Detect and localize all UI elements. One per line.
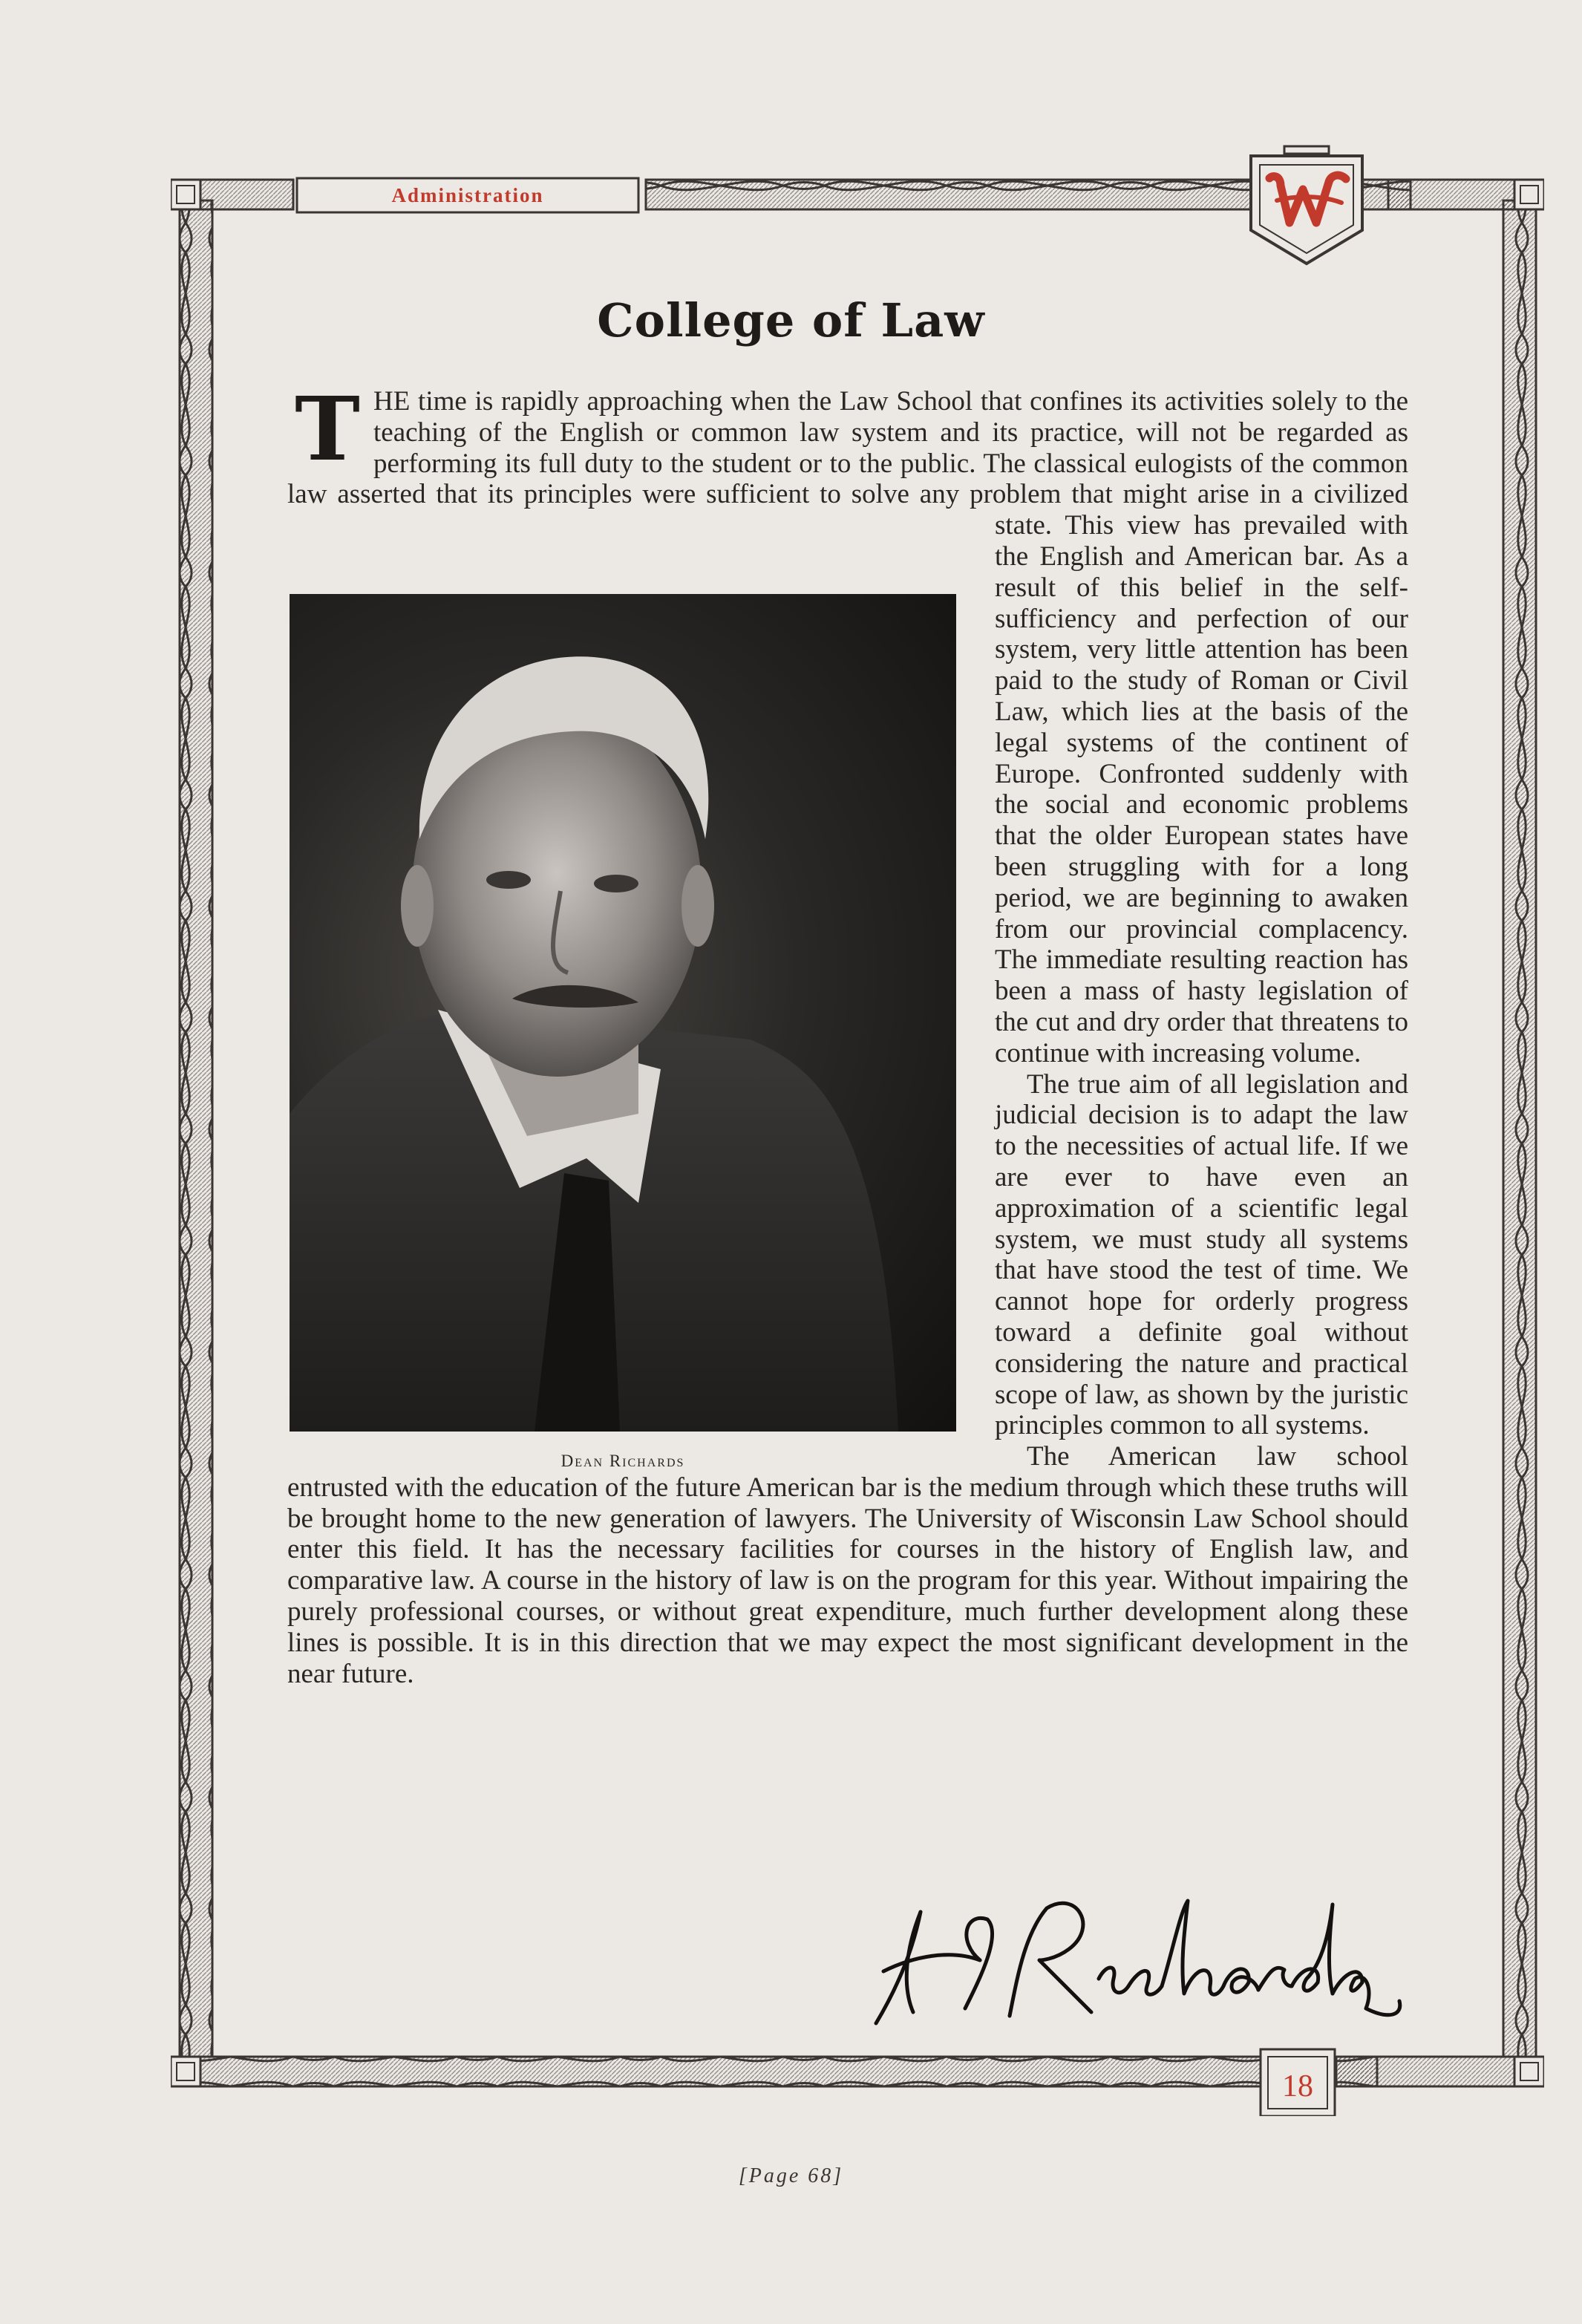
photo-caption: Dean Richards — [560, 1452, 685, 1470]
page-number: [Page 68] — [738, 2164, 844, 2187]
article-paragraph-2: The true aim of all legislation and judicial decision is to adapt the law to the necessities of actual life. If we are ever to have even an approximation of a scientific legal system, we must study all systems that have stood the test of time. We cannot hope for orderly progress toward a definite goal without considering the nature and practical scope of law, as shown by the juristic principles common to all systems. — [995, 1068, 1408, 1441]
article-paragraph-1-continued: state. This view has prevailed with the English and American bar. As a result of this belief in the self-sufficiency and perfection of our system, very little attention has been paid to the study of Roman or Civil Law, which lies at the basis of the legal systems of the continent of Europe. Confronted suddenly with the social and economic problems that the older European states have been struggling with for a long period, we are beginning to awaken from our provincial complacency. The immediate resulting reaction has been a mass of hasty legislation of the cut and dry order that threatens to continue with increasing volume. — [995, 510, 1408, 1068]
page-title: College of Law — [597, 293, 985, 347]
article-paragraph-3: The American law school entrusted with the education of the future American bar is the medium through which these truths will be brought home to the new generation of lawyers. The University of Wisconsin Law School should enter this field. It has the necessary facilities for courses in the history of English law, and comparative law. A course in the history of law is on the program for this year. Without impairing the purely professional courses, or without great expenditure, much further development along these lines is possible. It is in this direction that we may expect the most significant development in the near future. — [287, 1441, 1408, 1689]
dean-portrait-photo — [290, 594, 956, 1432]
article-paragraph-1: HE time is rapidly approaching when the Law School that confines its activities solely to the teaching of the English or common law system and its practice, will not be regarded as performing its full duty to the student or to the public. The classical eulogists of the common law asserted that its principles were sufficient to solve any problem that might arise in a civilized — [287, 386, 1408, 510]
university-crest-icon — [1243, 145, 1370, 267]
dean-signature — [869, 1890, 1411, 2031]
drop-cap: T — [295, 377, 360, 480]
page-badge: 18 — [1282, 2069, 1313, 2103]
section-label: Administration — [391, 183, 544, 206]
